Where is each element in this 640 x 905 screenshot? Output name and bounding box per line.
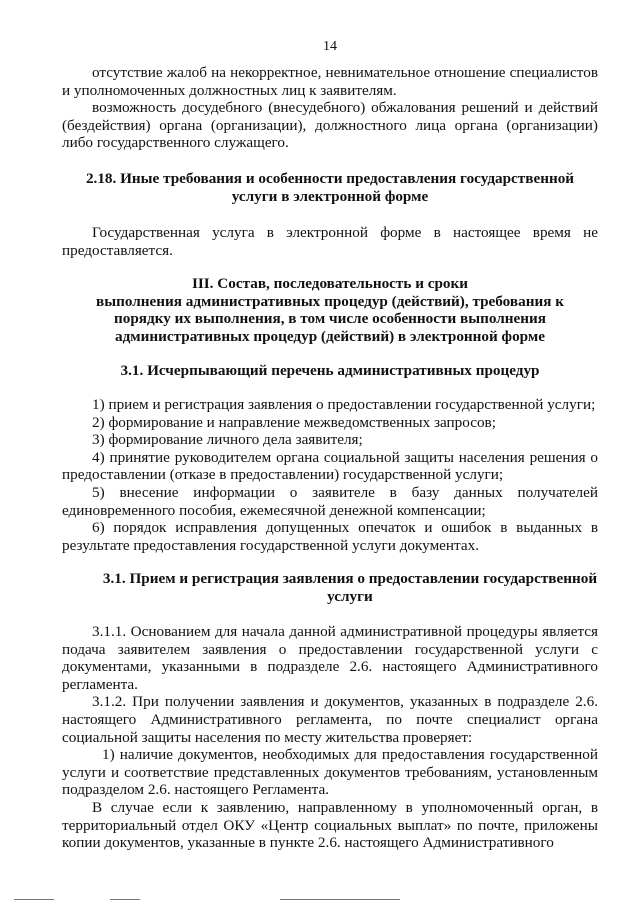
section-3-1-reception-heading: [62, 570, 598, 605]
list-item: 2) формирование и направление межведомственных запросов;: [92, 413, 496, 431]
paragraph-text: возможность досудебного (внесудебного) обжалования решений и действий (бездействия) органа (организации), должностного лица органа (организации) либо государственного служащего.: [62, 99, 598, 152]
list-item: 3) формирование личного дела заявителя;: [92, 431, 363, 449]
paragraph-appeal: [62, 99, 598, 152]
section-title: 2.18. Иные требования и особенности предоставления государственной услуги в электронной форме: [85, 170, 575, 205]
list-item: 5) внесение информации о заявителе в базу данных получателей единовременного пособия, ежемесячной денежной компенсации;: [62, 483, 598, 519]
paragraph-3-1-2: 3.1.2. При получении заявления и документов, указанных в подразделе 2.6. настоящего Административного регламента, по почте специалист органа социальной защиты населения по месту жительства проверяет:: [62, 693, 598, 746]
scan-bottom-edge: [0, 895, 640, 905]
list-item: 6) порядок исправления допущенных опечаток и ошибок в выданных в результате предоставления государственной услуги документах.: [62, 519, 598, 554]
paragraph-complaints: [62, 64, 598, 99]
procedures-list: [62, 396, 598, 554]
section-3-heading: [62, 275, 598, 345]
section-title: 3.1. Прием и регистрация заявления о предоставлении государственной услуги: [102, 570, 598, 605]
section-3-1-reception-body: [62, 623, 598, 852]
paragraph-check-1: 1) наличие документов, необходимых для предоставления государственной услуги и соответствие представленных документов требованиям, установленным подразделом 2.6. настоящего Регламента.: [62, 746, 598, 799]
paragraph-3-1-1: 3.1.1. Основанием для начала данной административной процедуры является подача заявителем заявления о предоставлении государственной услуги с документами, указанными в подразделе 2.6. настоящего Административного регламента.: [62, 623, 598, 693]
section-3-1-list-heading: [62, 362, 598, 380]
paragraph-text: отсутствие жалоб на некорректное, невнимательное отношение специалистов и уполномоченных должностных лиц к заявителям.: [62, 64, 598, 99]
paragraph-mail: В случае если к заявлению, направленному в уполномоченный орган, в территориальный отдел ОКУ «Центр социальных выплат» по почте, приложены копии документов, указанные в пункте 2.6. настоящего Административного: [62, 798, 598, 852]
section-title-rest: выполнения административных процедур (действий), требования к порядку их выполнения, в том числе особенности выполнения административных процедур (действий) в электронной форме: [96, 292, 564, 345]
paragraph-text: Государственная услуга в электронной форме в настоящее время не предоставляется.: [62, 224, 598, 259]
list-item: 1) прием и регистрация заявления о предоставлении государственной услуги;: [92, 396, 596, 413]
list-item: 4) принятие руководителем органа социальной защиты населения решения о предоставлении (отказе в предоставлении) государственной услуги;: [62, 448, 598, 484]
section-2-18-heading: [62, 170, 598, 205]
section-2-18-text: [62, 224, 598, 259]
section-title: 3.1. Исчерпывающий перечень административных процедур: [120, 362, 540, 379]
page-number: 14: [323, 39, 337, 54]
section-title-line1: III. Состав, последовательность и сроки: [191, 275, 469, 292]
